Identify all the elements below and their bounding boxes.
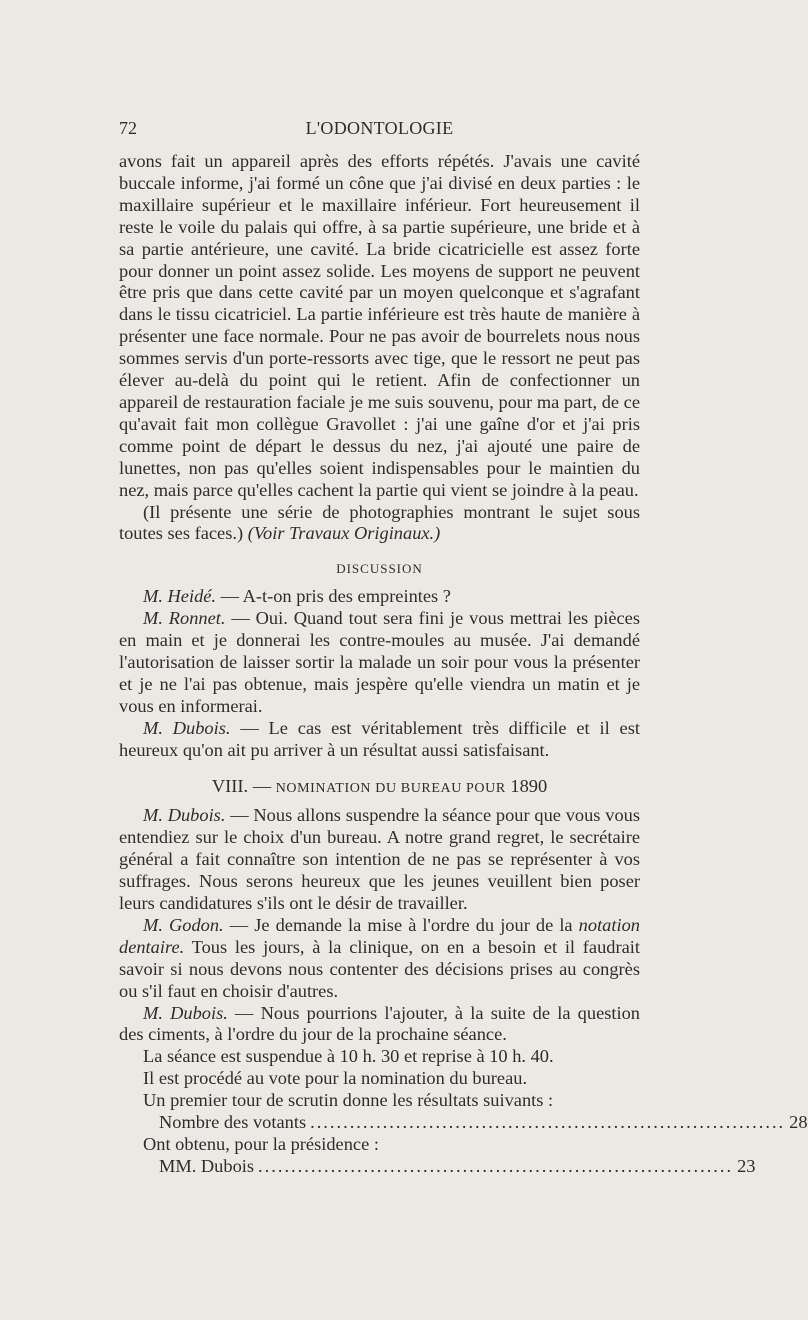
page-number: 72 xyxy=(119,118,137,138)
body-text xyxy=(119,151,808,1178)
dubois-row xyxy=(119,1155,756,1178)
line-obtenu: Ont obtenu, pour la présidence : xyxy=(143,1133,379,1154)
speaker-dubois-2: M. Dubois. xyxy=(143,1002,228,1023)
speaker-dubois-1: M. Dubois. xyxy=(143,805,226,826)
photographies-text: (Il présente une série de photographies montrant le sujet sous toutes ses faces.) xyxy=(119,501,640,544)
section-dubois-1 xyxy=(119,805,640,915)
ronnet-text: — Oui. Quand tout sera fini je vous mettrai les pièces en main et je donnerai les contre-moules au musée. J'ai demandé l'autorisation de laisser sortir la malade un soir pour vous la présenter et je ne l'ai pas obtenue, mais jespère qu'elle viendra un matin et je vous en informerai. xyxy=(119,608,640,716)
godon-emphasis: notation dentaire. xyxy=(119,914,640,957)
section-dubois-1-text: — Nous allons suspendre la séance pour que vous vous entendiez sur le choix d'un bureau. A notre grand regret, le secrétaire général a fait connaître son intention de ne pas se représenter à vos suffrages. Nous serons heureux que les jeunes veuillent bien poser leurs candidatures s'ils ont le désir de travailler. xyxy=(119,805,640,913)
godon-text-a: — Je demande la mise à l'ordre du jour de la xyxy=(223,914,579,935)
line-vote: Il est procédé au vote pour la nomination du bureau. xyxy=(143,1068,528,1089)
paragraph-photographies xyxy=(119,502,640,546)
section-dubois-2-text: — Nous pourrions l'ajouter, à la suite de la question des ciments, à l'ordre du jour de la prochaine séance. xyxy=(119,1002,641,1045)
discussion-dubois xyxy=(119,718,640,762)
leader-dots: ........................................................................ xyxy=(258,1155,734,1176)
section-year: 1890 xyxy=(510,776,548,797)
dubois-text: — Le cas est véritablement très difficile et il est heureux qu'on ait pu arriver à un résultat aussi satisfaisant. xyxy=(119,717,640,760)
votants-row xyxy=(119,1112,808,1134)
speaker-heide: M. Heidé. xyxy=(143,586,217,607)
section-dubois-2 xyxy=(119,1003,640,1047)
votants-label: Nombre des votants xyxy=(159,1112,307,1133)
dubois-label: MM. Dubois xyxy=(159,1155,255,1176)
section-godon xyxy=(119,915,640,1003)
godon-text-b: Tous les jours, à la clinique, on en a besoin et il faudrait savoir si nous devons nous contenter des décisions prises au congrès ou s'il faut en choisir d'autres. xyxy=(119,936,640,1001)
leader-dots: ........................................................................ xyxy=(310,1112,786,1133)
speaker-dubois: M. Dubois. xyxy=(143,717,231,738)
speaker-godon: M. Godon. xyxy=(143,914,224,935)
discussion-heide xyxy=(119,586,640,608)
section-heading xyxy=(119,776,640,800)
running-head xyxy=(119,118,640,142)
section-roman: VIII. — xyxy=(211,776,272,797)
section-title: NOMINATION DU BUREAU POUR xyxy=(275,781,506,797)
discussion-ronnet xyxy=(119,608,640,718)
paragraph-appareil: avons fait un appareil après des efforts répétés. J'avais une cavité buccale informe, j'ai formé un cône que j'ai divisé en deux parties : le maxillaire supérieur et le maxillaire inférieur. Fort heureusement il reste le voile du palais qui offre, à sa partie supérieure, une bride et à sa partie antérieure, une cavité. La bride cicatricielle est assez forte pour donner un point assez solide. Les moyens de support ne peuvent être pris que dans cette cavité par un moyen quelconque et s'agrafant dans le tissu cicatriciel. La partie inférieure est très haute de manière à présenter une face normale. Pour ne pas avoir de bourrelets nous nous sommes servis d'un porte-ressorts avec tige, que le ressort ne peut pas élever au-delà du point qui le retient. Afin de confectionner un appareil de restauration faciale je me suis souvenu, pour ma part, de ce qu'avait fait mon collègue Gravollet : j'ai une gaîne d'or et j'ai pris comme point de départ le dessus du nez, j'ai ajouté une paire de lunettes, non pas qu'elles soient indispensables pour le maintien du nez, mais parce qu'elles cachent la partie qui vient se joindre à la peau. xyxy=(119,151,640,500)
speaker-ronnet: M. Ronnet. xyxy=(143,608,226,629)
heide-text: — A-t-on pris des empreintes ? xyxy=(216,586,451,607)
running-title: L'ODONTOLOGIE xyxy=(305,118,454,138)
dubois-value: 23 xyxy=(737,1155,756,1176)
line-suspend: La séance est suspendue à 10 h. 30 et reprise à 10 h. 40. xyxy=(143,1046,554,1067)
discussion-heading: DISCUSSION xyxy=(336,561,423,577)
votants-value: 28 xyxy=(789,1112,808,1133)
travaux-reference: (Voir Travaux Originaux.) xyxy=(247,523,441,544)
line-tour: Un premier tour de scrutin donne les résultats suivants : xyxy=(143,1090,554,1111)
